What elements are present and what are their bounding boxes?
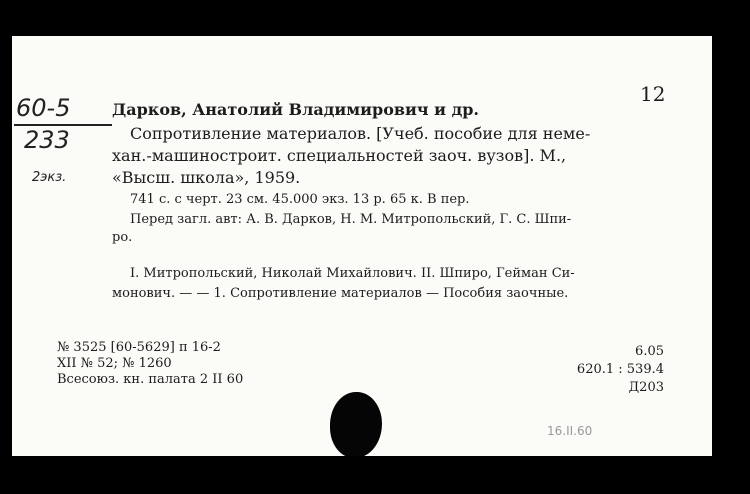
shelfmark-top: 60-5 xyxy=(16,94,71,122)
note-line-1: Перед загл. авт: А. В. Дарков, Н. М. Митропольский, Г. С. Шпи- xyxy=(130,212,572,227)
shelfmark-extra: 2экз. xyxy=(32,170,67,185)
classification-line-1: 6.05 xyxy=(635,344,664,359)
tracing-line-1: I. Митропольский, Николай Михайлович. II. Шпиро, Гейман Си- xyxy=(130,266,575,281)
shelfmark-bottom: 233 xyxy=(24,126,70,154)
catalog-card xyxy=(12,36,712,456)
card-number: 12 xyxy=(640,82,666,106)
physical-description: 741 с. с черт. 23 см. 45.000 экз. 13 р. 65 к. В пер. xyxy=(130,192,470,207)
registration-line-2: XII № 52; № 1260 xyxy=(57,356,172,371)
registration-line-3: Всесоюз. кн. палата 2 II 60 xyxy=(57,372,244,387)
ink-blot xyxy=(330,392,382,456)
note-line-2: ро. xyxy=(112,230,133,245)
tracing-line-2: монович. — — 1. Сопротивление материалов — Пособия заочные. xyxy=(112,286,569,301)
faded-stamp: 16.II.60 xyxy=(547,424,593,438)
registration-line-1: № 3525 [60-5629] п 16-2 xyxy=(57,340,221,355)
title-line-2: хан.-машиностроит. специальностей заоч. вузов]. М., xyxy=(112,146,567,165)
title-line-1: Сопротивление материалов. [Учеб. пособие для неме- xyxy=(130,124,591,143)
classification-line-2: 620.1 : 539.4 xyxy=(576,362,664,377)
author-heading: Дарков, Анатолий Владимирович и др. xyxy=(112,100,479,119)
classification-line-3: Д203 xyxy=(628,380,664,395)
title-line-3: «Высш. школа», 1959. xyxy=(112,168,301,187)
